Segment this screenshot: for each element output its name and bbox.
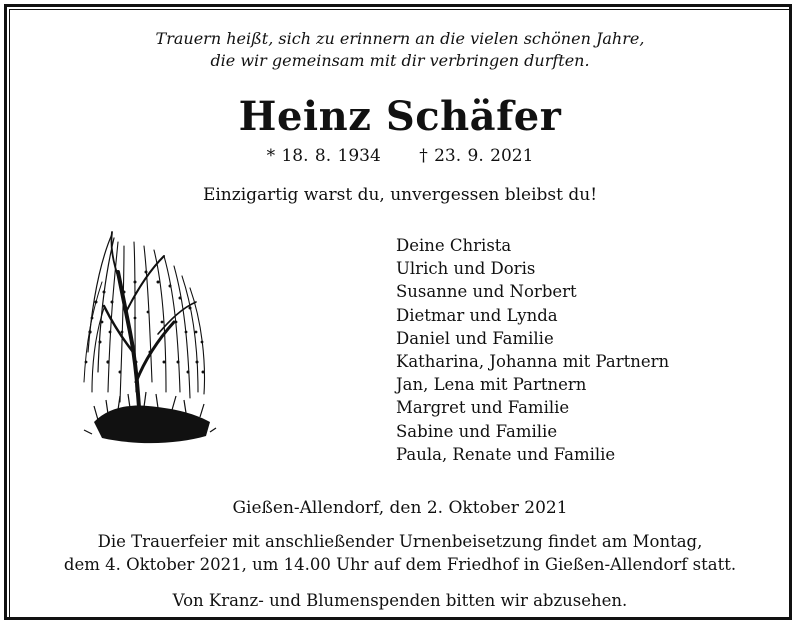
deceased-name: Heinz Schäfer	[238, 93, 562, 140]
weeping-willow-icon	[78, 222, 218, 462]
birth-date: * 18. 8. 1934	[266, 146, 381, 166]
list-item: Sabine und Familie	[396, 421, 558, 441]
list-item: Daniel und Familie	[396, 328, 554, 348]
list-item: Dietmar und Lynda	[396, 305, 558, 325]
life-dates	[0, 146, 800, 166]
list-item: Deine Christa	[396, 236, 512, 255]
service-notice	[0, 530, 800, 576]
quote-line-2: die wir gemeinsam mit dir verbringen durften.	[210, 51, 590, 70]
mourners-list	[396, 234, 669, 466]
list-item: Paula, Renate und Familie	[396, 444, 616, 464]
list-item: Susanne und Norbert	[396, 282, 577, 302]
place-date: Gießen-Allendorf, den 2. Oktober 2021	[232, 498, 568, 518]
memorial-quote	[0, 28, 800, 72]
list-item: Katharina, Johanna mit Partnern	[396, 352, 670, 372]
service-line-2: dem 4. Oktober 2021, um 14.00 Uhr auf dem Friedhof in Gießen-Allendorf statt.	[63, 555, 737, 574]
list-item: Jan, Lena mit Partnern	[396, 375, 587, 395]
death-date: † 23. 9. 2021	[419, 146, 534, 166]
service-line-1: Die Trauerfeier mit anschließender Urnenbeisetzung findet am Montag,	[97, 532, 703, 551]
flowers-note: Von Kranz- und Blumenspenden bitten wir abzusehen.	[172, 591, 628, 610]
motto: Einzigartig warst du, unvergessen bleibst du!	[202, 185, 598, 205]
list-item: Ulrich und Doris	[396, 259, 536, 279]
quote-line-1: Trauern heißt, sich zu erinnern an die vielen schönen Jahre,	[155, 29, 645, 48]
list-item: Margret und Familie	[396, 398, 570, 418]
